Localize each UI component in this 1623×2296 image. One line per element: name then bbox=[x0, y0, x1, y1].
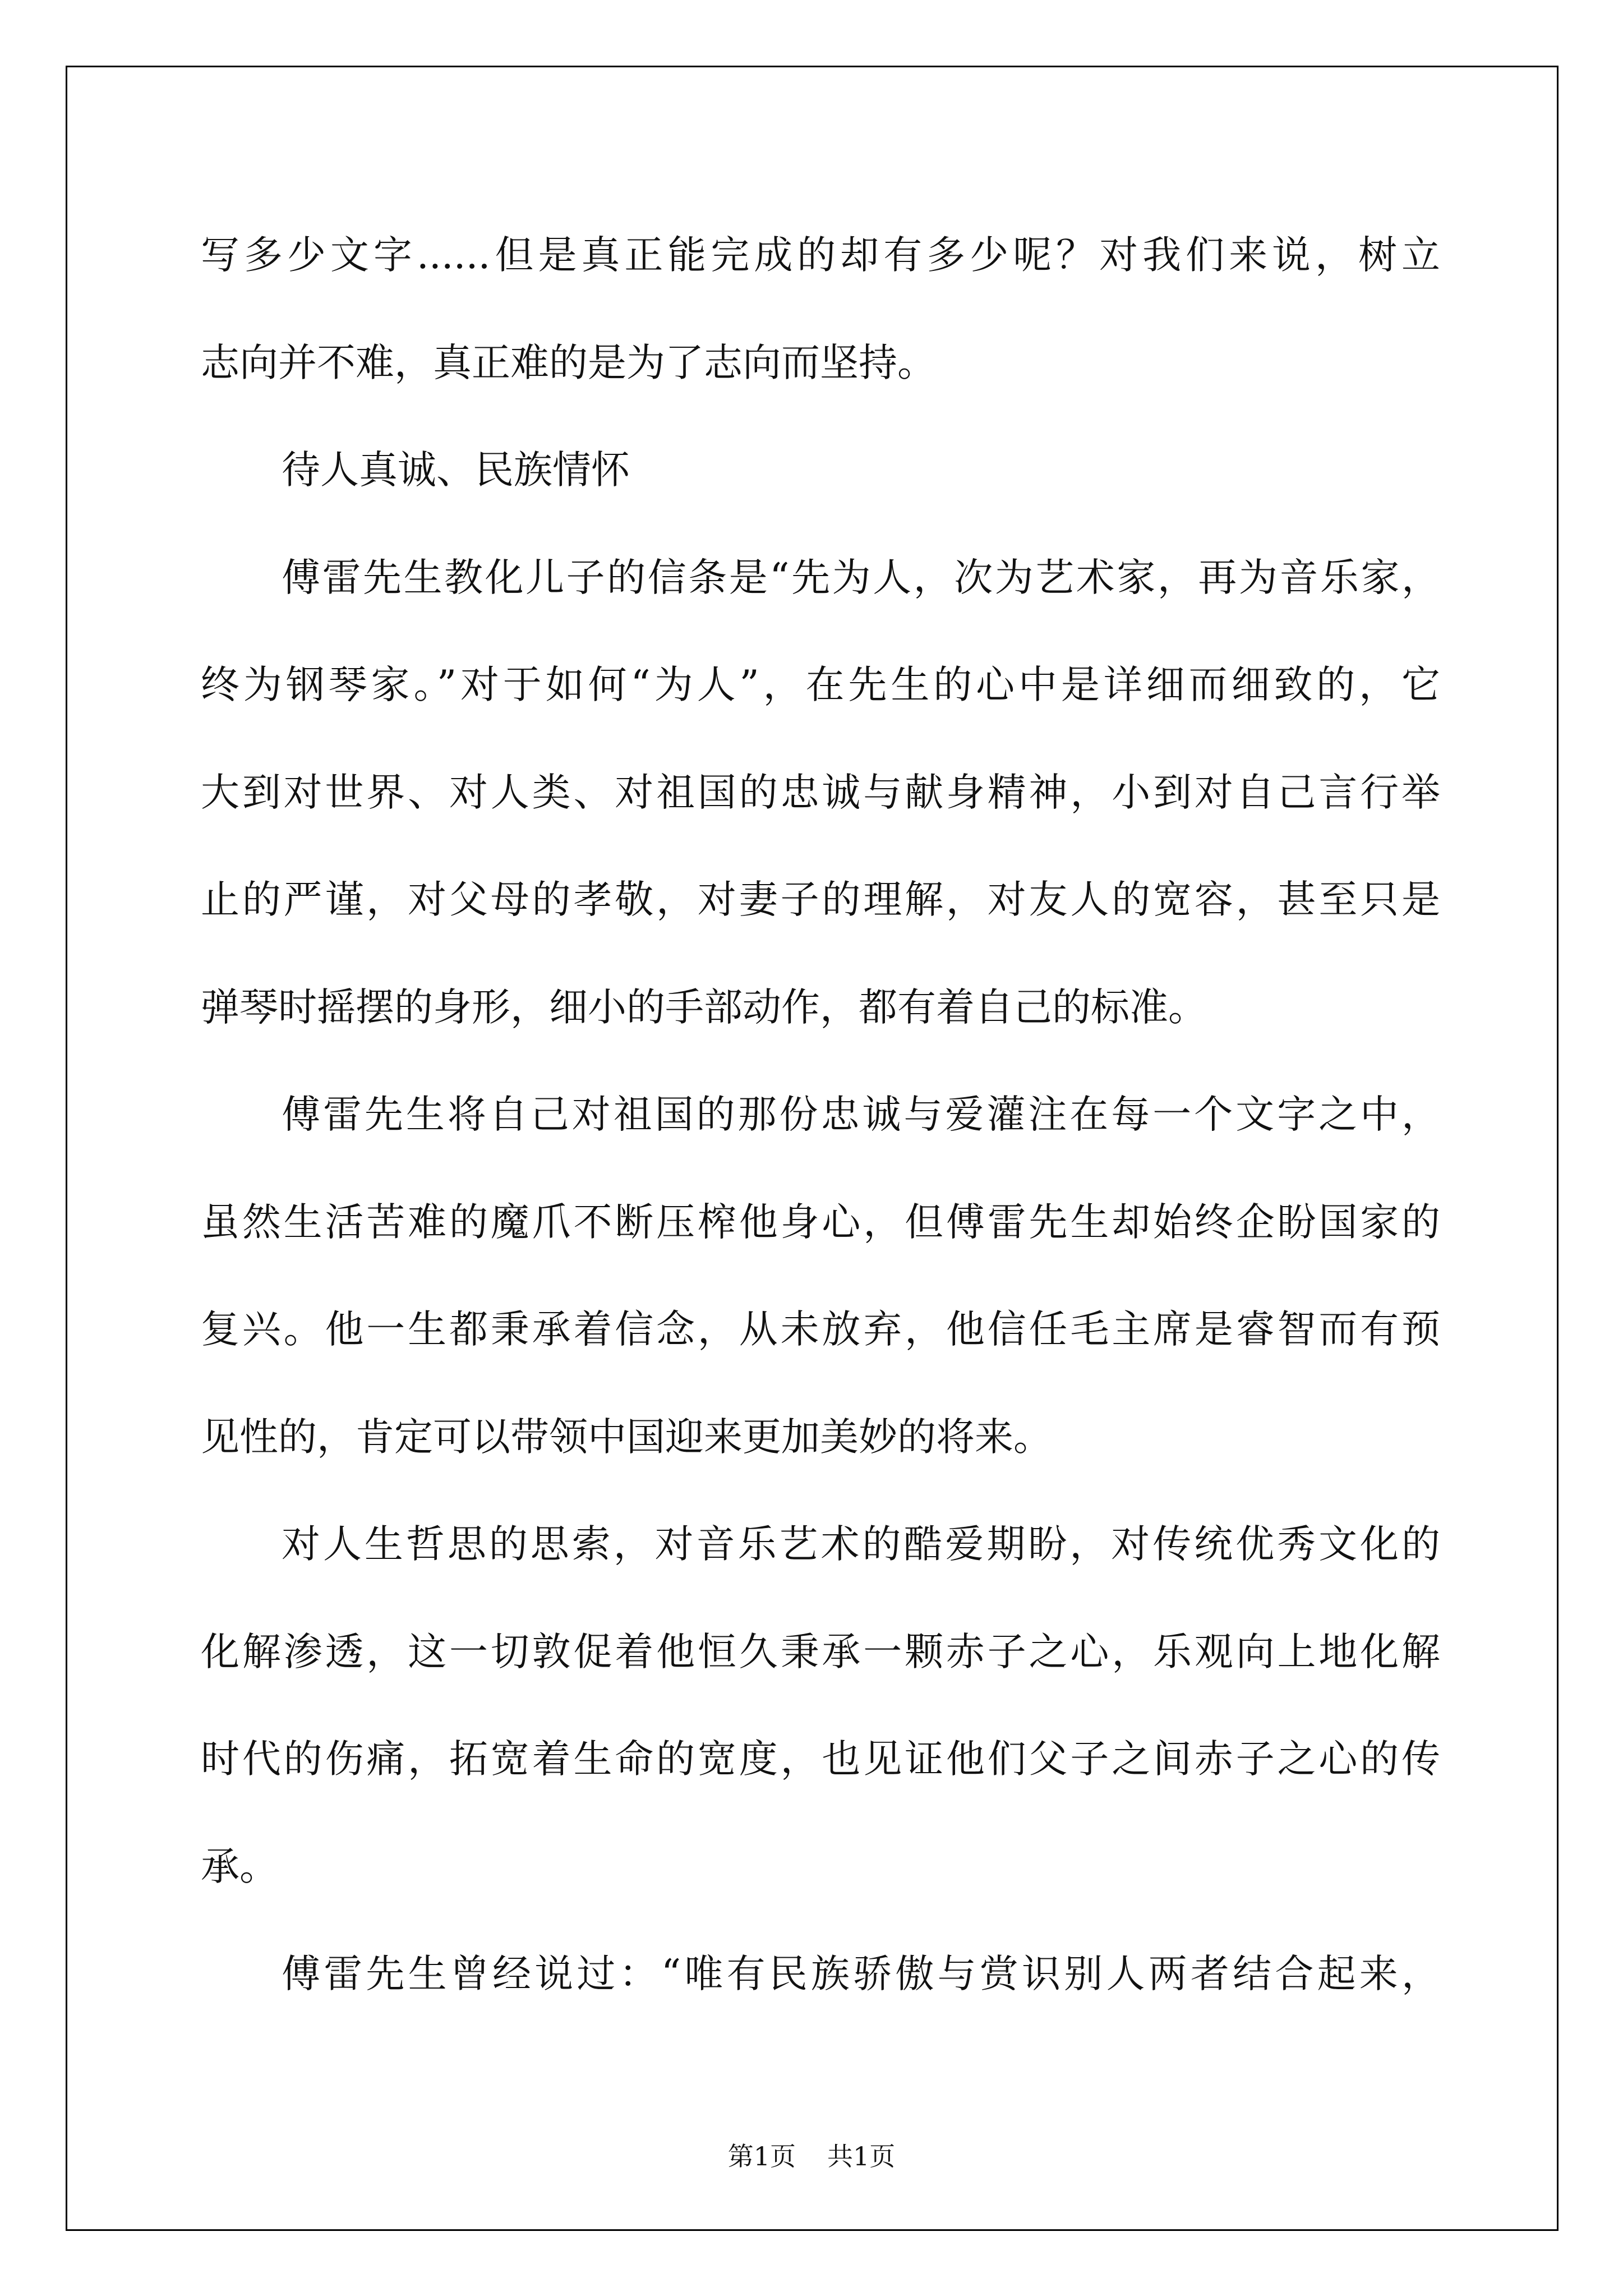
text-line: 对人生哲思的思索，对音乐艺术的酷爱期盼，对传统优秀文化的 bbox=[282, 1522, 1440, 1567]
document-body bbox=[201, 202, 1440, 2028]
text-line: 见性的，肯定可以带领中国迎来更加美妙的将来。 bbox=[201, 1414, 1052, 1460]
text-line: 虽然生活苦难的魔爪不断压榨他身心，但傅雷先生却始终企盼国家的 bbox=[201, 1199, 1440, 1245]
text-line: 傅雷先生将自己对祖国的那份忠诚与爱灌注在每一个文字之中， bbox=[282, 1092, 1440, 1137]
text-line: 弹琴时摇摆的身形，细小的手部动作，都有着自己的标准。 bbox=[201, 984, 1207, 1030]
text-line: 写多少文字......但是真正能完成的却有多少呢？对我们来说，树立 bbox=[201, 233, 1440, 278]
text-line: 止的严谨，对父母的孝敬，对妻子的理解，对友人的宽容，甚至只是 bbox=[201, 877, 1440, 922]
text-line: 终为钢琴家。”对于如何“为人”，在先生的心中是详细而细致的，它 bbox=[201, 662, 1440, 707]
page-number-current: 第1页 bbox=[727, 2141, 796, 2171]
text-line: 化解渗透，这一切敦促着他恒久秉承一颗赤子之心，乐观向上地化解 bbox=[201, 1629, 1440, 1674]
page-number-total: 共1页 bbox=[827, 2141, 896, 2171]
text-line: 时代的伤痛，拓宽着生命的宽度，也见证他们父子之间赤子之心的传 bbox=[201, 1737, 1440, 1782]
text-line: 待人真诚、民族情怀 bbox=[282, 448, 630, 493]
text-line: 承。 bbox=[201, 1844, 278, 1889]
text-line: 志向并不难，真正难的是为了志向而坚持。 bbox=[201, 340, 936, 385]
text-line: 大到对世界、对人类、对祖国的忠诚与献身精神，小到对自己言行举 bbox=[201, 770, 1440, 815]
page-footer bbox=[0, 2136, 1623, 2173]
text-line: 复兴。他一生都秉承着信念，从未放弃，他信任毛主席是睿智而有预 bbox=[201, 1307, 1440, 1352]
text-line: 傅雷先生教化儿子的信条是“先为人，次为艺术家，再为音乐家， bbox=[282, 555, 1440, 600]
text-line: 傅雷先生曾经说过：“唯有民族骄傲与赏识别人两者结合起来， bbox=[282, 1952, 1440, 1996]
